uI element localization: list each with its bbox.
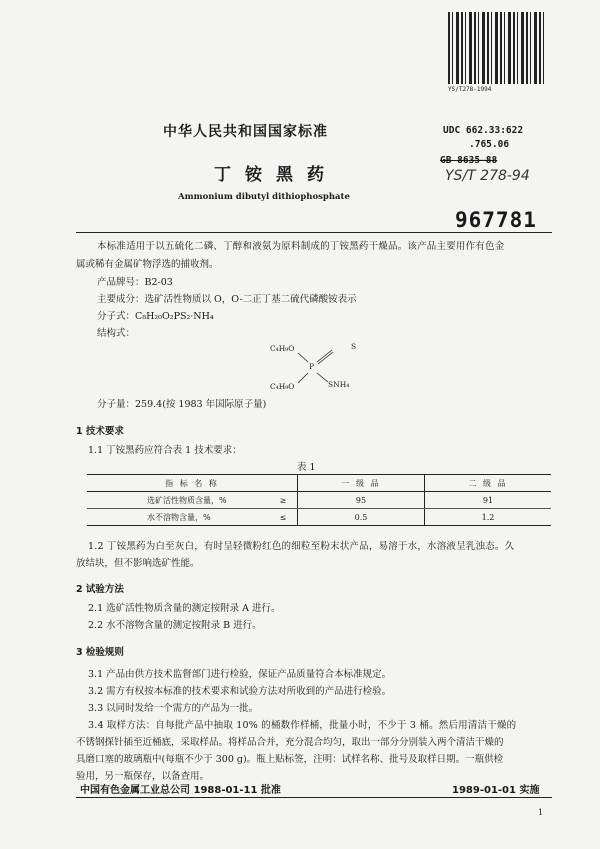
doc-number: 967781	[455, 208, 537, 232]
clause-3-1: 3.1 产品由供方技术监督部门进行检验，保证产品质量符合本标准规定。	[88, 669, 392, 680]
standard-title: 中华人民共和国国家标准	[163, 124, 328, 140]
molecular-weight: 分子量：259.4(按 1983 年国际原子量)	[97, 399, 267, 410]
struct-center: P	[309, 362, 315, 371]
header-grade1: 一 级 品	[298, 475, 425, 492]
table-header-row	[87, 475, 551, 492]
row-op: ≤	[269, 509, 298, 526]
struct-bottom-right: SNH₄	[328, 380, 350, 389]
header-divider	[76, 232, 552, 233]
spec-table	[87, 474, 551, 526]
clause-3-3: 3.3 以同时发给一个需方的产品为一批。	[88, 703, 259, 714]
row-grade1: 95	[298, 492, 425, 509]
barcode	[448, 12, 546, 84]
row-name: 选矿活性物质含量，%	[87, 492, 269, 509]
molecular-formula: 分子式：C₈H₂₀O₂PS₂·NH₄	[97, 311, 214, 322]
row-op: ≥	[269, 492, 298, 509]
udc-code-line2: .765.06	[469, 139, 510, 150]
clause-3-4-line3: 具磨口塞的玻璃瓶中(每瓶不少于 300 g)。瓶上贴标签，注明：试样名称、批号及取样日期。一瓶供检	[76, 754, 504, 765]
struct-top-right: S	[351, 342, 357, 351]
barcode-label: YS/T278-1994	[448, 86, 492, 93]
structure-label: 结构式：	[97, 328, 136, 339]
row-grade1: 0.5	[298, 509, 425, 526]
product-brand: 产品牌号：B2-03	[97, 277, 173, 288]
doc-title: 丁铵黑药	[214, 165, 338, 185]
section-1-title: 1 技术要求	[76, 426, 124, 437]
clause-3-4-line1: 3.4 取样方法：自每批产品中抽取 10% 的桶数作样桶，批量小时，不少于 3 桶。然后用清洁干燥的	[88, 720, 517, 731]
clause-3-2: 3.2 需方有权按本标准的技术要求和试验方法对所收到的产品进行检验。	[88, 686, 392, 697]
page-number: 1	[538, 808, 544, 817]
row-grade2: 91	[425, 492, 552, 509]
handwritten-number: YS/T 278-94	[445, 168, 530, 184]
header-name: 指 标 名 称	[87, 475, 298, 492]
implementation-date: 1989-01-01 实施	[452, 785, 540, 796]
old-gb-number: GB 8635—88	[440, 155, 498, 166]
structural-formula	[270, 338, 380, 398]
udc-code-line1: UDC 662.33:622	[443, 125, 524, 136]
section-3-title: 3 检验规则	[76, 647, 124, 658]
footer-divider	[76, 797, 552, 798]
clause-2-1: 2.1 选矿活性物质含量的测定按附录 A 进行。	[88, 603, 281, 614]
header-grade2: 二 级 品	[425, 475, 552, 492]
clause-1-1: 1.1 丁铵黑药应符合表 1 技术要求：	[88, 445, 242, 456]
main-component: 主要成分：选矿活性物质以 O，O-二正丁基二硫代磷酸铵表示	[97, 294, 357, 305]
approval-line: 中国有色金属工业总公司 1988-01-11 批准	[80, 785, 281, 796]
struct-bottom-left: C₄H₉O	[270, 382, 295, 391]
clause-1-2-line2: 放结块，但不影响选矿性能。	[76, 558, 200, 569]
table-caption: 表 1	[297, 462, 316, 473]
row-grade2: 1.2	[425, 509, 552, 526]
table-row	[87, 509, 551, 526]
intro-line1: 本标准适用于以五硫化二磷、丁醇和液氨为原料制成的丁铵黑药干燥品。该产品主要用作有色金	[97, 241, 505, 252]
struct-top-left: C₄H₉O	[270, 344, 295, 353]
clause-3-4-line2: 不锈钢探针插至近桶底，采取样品。将样品合并，充分混合均匀，取出一部分分别装入两个清洁干燥的	[76, 737, 504, 748]
table-row	[87, 492, 551, 509]
clause-3-4-line4: 验用，另一瓶保存，以备查用。	[76, 771, 210, 782]
section-2-title: 2 试验方法	[76, 584, 124, 595]
doc-title-english: Ammonium dibutyl dithiophosphate	[178, 192, 350, 202]
intro-line2: 属或稀有金属矿物浮选的捕收剂。	[76, 259, 219, 270]
row-name: 水不溶物含量，%	[87, 509, 269, 526]
structure-bonds	[270, 338, 380, 398]
clause-1-2-line1: 1.2 丁铵黑药为白至灰白，有时呈轻微粉红色的细粒至粉末状产品，易溶于水，水溶液呈乳浊态。久	[88, 541, 515, 552]
clause-2-2: 2.2 水不溶物含量的测定按附录 B 进行。	[88, 620, 262, 631]
